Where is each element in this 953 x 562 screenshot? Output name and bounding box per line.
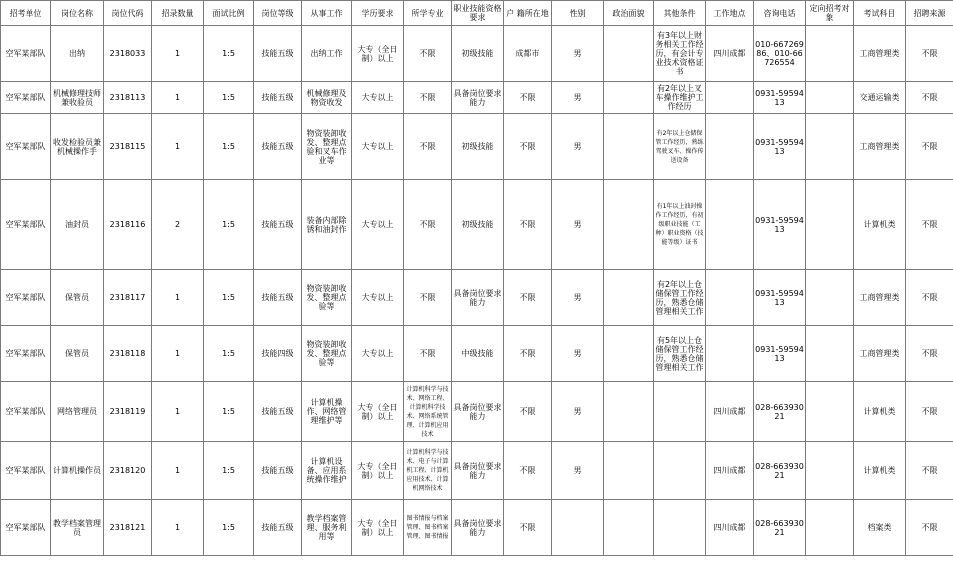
cell-exam-subject: 计算机类 xyxy=(854,180,906,270)
cell-exam-subject: 工商管理类 xyxy=(854,270,906,326)
cell-target-group xyxy=(806,270,854,326)
cell-other-conditions xyxy=(654,500,706,556)
cell-source: 不限 xyxy=(906,114,953,180)
cell-position-level: 技能四级 xyxy=(254,326,302,382)
cell-phone: 028-66393021 xyxy=(754,442,806,500)
table-row xyxy=(1,500,953,556)
cell-work-content: 计算机操作、网络管理维护等 xyxy=(302,382,352,442)
cell-major: 不限 xyxy=(404,26,452,82)
cell-gender: 男 xyxy=(552,382,604,442)
cell-interview-ratio: 1:5 xyxy=(204,326,254,382)
cell-gender: 男 xyxy=(552,270,604,326)
cell-major: 不限 xyxy=(404,270,452,326)
cell-skill-requirement: 具备岗位要求能力 xyxy=(452,382,504,442)
cell-major: 计算机科学与技术、电子与计算机工程、计算机应用技术、计算机网络技术 xyxy=(404,442,452,500)
cell-interview-ratio: 1:5 xyxy=(204,442,254,500)
cell-other-conditions: 有2年以上仓储保管工作经历，熟悉仓储管理相关工作 xyxy=(654,270,706,326)
cell-other-conditions: 有2年以上仓储保管工作经历，熟练驾驶叉车、操作传送设备 xyxy=(654,114,706,180)
cell-household-location: 不限 xyxy=(504,500,552,556)
cell-major: 不限 xyxy=(404,180,452,270)
cell-target-group xyxy=(806,326,854,382)
header-target-group: 定向招考对象 xyxy=(806,1,854,26)
cell-phone: 0931-5959413 xyxy=(754,114,806,180)
cell-position-code: 2318117 xyxy=(104,270,152,326)
cell-skill-requirement: 具备岗位要求能力 xyxy=(452,270,504,326)
header-interview-ratio: 面试比例 xyxy=(204,1,254,26)
cell-unit: 空军某部队 xyxy=(1,114,51,180)
cell-phone: 028-66393021 xyxy=(754,500,806,556)
cell-source: 不限 xyxy=(906,180,953,270)
cell-political-status xyxy=(604,442,654,500)
cell-gender: 男 xyxy=(552,180,604,270)
cell-other-conditions: 有1年以上油封操作工作经历，有初级职业技能（工种）职业资格（技能等级）证书 xyxy=(654,180,706,270)
cell-skill-requirement: 具备岗位要求能力 xyxy=(452,500,504,556)
cell-source: 不限 xyxy=(906,500,953,556)
cell-unit: 空军某部队 xyxy=(1,382,51,442)
cell-political-status xyxy=(604,180,654,270)
cell-other-conditions: 有2年以上叉车操作维护工作经历 xyxy=(654,82,706,114)
cell-position-level: 技能五级 xyxy=(254,382,302,442)
cell-household-location: 不限 xyxy=(504,326,552,382)
cell-phone: 010-66726986、010-66726554 xyxy=(754,26,806,82)
cell-skill-requirement: 初级技能 xyxy=(452,114,504,180)
header-hiring-count: 招录数量 xyxy=(152,1,204,26)
cell-exam-subject: 计算机类 xyxy=(854,442,906,500)
header-position-code: 岗位代码 xyxy=(104,1,152,26)
cell-unit: 空军某部队 xyxy=(1,26,51,82)
cell-household-location: 成都市 xyxy=(504,26,552,82)
table-row xyxy=(1,326,953,382)
cell-source: 不限 xyxy=(906,82,953,114)
header-work-content: 从事工作 xyxy=(302,1,352,26)
cell-hiring-count: 1 xyxy=(152,500,204,556)
cell-hiring-count: 1 xyxy=(152,82,204,114)
header-political-status: 政治面貌 xyxy=(604,1,654,26)
cell-target-group xyxy=(806,26,854,82)
cell-unit: 空军某部队 xyxy=(1,82,51,114)
cell-work-location xyxy=(706,326,754,382)
cell-position-level: 技能五级 xyxy=(254,114,302,180)
table-row xyxy=(1,442,953,500)
cell-education: 大专以上 xyxy=(352,270,404,326)
cell-skill-requirement: 具备岗位要求能力 xyxy=(452,442,504,500)
cell-unit: 空军某部队 xyxy=(1,326,51,382)
cell-position-name: 保管员 xyxy=(51,270,104,326)
cell-interview-ratio: 1:5 xyxy=(204,82,254,114)
cell-other-conditions xyxy=(654,382,706,442)
cell-exam-subject: 交通运输类 xyxy=(854,82,906,114)
cell-position-level: 技能五级 xyxy=(254,180,302,270)
cell-work-content: 装备内部除锈和油封作 xyxy=(302,180,352,270)
cell-position-code: 2318116 xyxy=(104,180,152,270)
cell-interview-ratio: 1:5 xyxy=(204,26,254,82)
cell-education: 大专以上 xyxy=(352,82,404,114)
cell-interview-ratio: 1:5 xyxy=(204,500,254,556)
header-source: 招聘来源 xyxy=(906,1,953,26)
cell-work-location xyxy=(706,270,754,326)
cell-source: 不限 xyxy=(906,442,953,500)
cell-phone: 0931-5959413 xyxy=(754,180,806,270)
cell-exam-subject: 工商管理类 xyxy=(854,326,906,382)
cell-interview-ratio: 1:5 xyxy=(204,180,254,270)
cell-work-content: 物资装卸收发、整理点验等 xyxy=(302,270,352,326)
cell-position-level: 技能五级 xyxy=(254,500,302,556)
header-position-level: 岗位等级 xyxy=(254,1,302,26)
cell-education: 大专以上 xyxy=(352,326,404,382)
cell-phone: 028-66393021 xyxy=(754,382,806,442)
cell-other-conditions: 有3年以上财务相关工作经历，有会计专业技术资格证书 xyxy=(654,26,706,82)
cell-position-code: 2318119 xyxy=(104,382,152,442)
cell-position-level: 技能五级 xyxy=(254,270,302,326)
cell-gender xyxy=(552,500,604,556)
header-major: 所学专业 xyxy=(404,1,452,26)
cell-education: 大专（全日制）以上 xyxy=(352,442,404,500)
cell-unit: 空军某部队 xyxy=(1,180,51,270)
cell-unit: 空军某部队 xyxy=(1,442,51,500)
cell-position-name: 机械修理技师兼收验员 xyxy=(51,82,104,114)
header-education: 学历要求 xyxy=(352,1,404,26)
cell-education: 大专（全日制）以上 xyxy=(352,382,404,442)
cell-exam-subject: 工商管理类 xyxy=(854,26,906,82)
cell-skill-requirement: 中级技能 xyxy=(452,326,504,382)
cell-skill-requirement: 初级技能 xyxy=(452,26,504,82)
cell-exam-subject: 工商管理类 xyxy=(854,114,906,180)
cell-household-location: 不限 xyxy=(504,442,552,500)
cell-work-location: 四川成都 xyxy=(706,382,754,442)
cell-position-code: 2318113 xyxy=(104,82,152,114)
cell-work-content: 物资装卸收发、整理点验和叉车作业等 xyxy=(302,114,352,180)
header-skill-requirement: 职业技能资格要求 xyxy=(452,1,504,26)
cell-household-location: 不限 xyxy=(504,180,552,270)
cell-education: 大专以上 xyxy=(352,114,404,180)
cell-household-location: 不限 xyxy=(504,114,552,180)
cell-education: 大专（全日制）以上 xyxy=(352,26,404,82)
cell-major: 不限 xyxy=(404,82,452,114)
cell-position-level: 技能五级 xyxy=(254,442,302,500)
cell-education: 大专（全日制）以上 xyxy=(352,500,404,556)
cell-other-conditions xyxy=(654,442,706,500)
cell-interview-ratio: 1:5 xyxy=(204,382,254,442)
cell-political-status xyxy=(604,270,654,326)
table-row xyxy=(1,114,953,180)
cell-position-level: 技能五级 xyxy=(254,26,302,82)
cell-position-name: 油封员 xyxy=(51,180,104,270)
cell-skill-requirement: 具备岗位要求能力 xyxy=(452,82,504,114)
cell-target-group xyxy=(806,442,854,500)
table-row xyxy=(1,270,953,326)
header-other-conditions: 其他条件 xyxy=(654,1,706,26)
cell-position-name: 计算机操作员 xyxy=(51,442,104,500)
table-row xyxy=(1,382,953,442)
cell-work-location xyxy=(706,114,754,180)
table-row xyxy=(1,26,953,82)
cell-exam-subject: 档案类 xyxy=(854,500,906,556)
cell-source: 不限 xyxy=(906,270,953,326)
cell-position-code: 2318120 xyxy=(104,442,152,500)
header-gender: 性别 xyxy=(552,1,604,26)
header-row xyxy=(1,1,953,26)
cell-major: 计算机科学与技术、网络工程、计算机科学技术、网络系统管理、计算机应用技术 xyxy=(404,382,452,442)
cell-work-content: 机械修理及物资收发 xyxy=(302,82,352,114)
cell-other-conditions: 有5年以上仓储保管工作经历，熟悉仓储管理相关工作 xyxy=(654,326,706,382)
cell-gender: 男 xyxy=(552,114,604,180)
cell-gender: 男 xyxy=(552,442,604,500)
cell-position-code: 2318115 xyxy=(104,114,152,180)
cell-major: 图书情报与档案管理、图书档案管理、图书情报 xyxy=(404,500,452,556)
cell-political-status xyxy=(604,326,654,382)
cell-work-location: 四川成都 xyxy=(706,442,754,500)
cell-position-name: 网络管理员 xyxy=(51,382,104,442)
cell-interview-ratio: 1:5 xyxy=(204,114,254,180)
cell-target-group xyxy=(806,114,854,180)
cell-work-location: 四川成都 xyxy=(706,500,754,556)
cell-position-name: 收发检验员兼机械操作手 xyxy=(51,114,104,180)
cell-position-name: 保管员 xyxy=(51,326,104,382)
table-row xyxy=(1,82,953,114)
header-unit: 招考单位 xyxy=(1,1,51,26)
cell-position-code: 2318118 xyxy=(104,326,152,382)
cell-hiring-count: 1 xyxy=(152,442,204,500)
table-row xyxy=(1,180,953,270)
cell-hiring-count: 1 xyxy=(152,326,204,382)
cell-target-group xyxy=(806,82,854,114)
cell-political-status xyxy=(604,500,654,556)
cell-position-code: 2318033 xyxy=(104,26,152,82)
cell-major: 不限 xyxy=(404,326,452,382)
header-work-location: 工作地点 xyxy=(706,1,754,26)
cell-household-location: 不限 xyxy=(504,82,552,114)
cell-target-group xyxy=(806,180,854,270)
header-position-name: 岗位名称 xyxy=(51,1,104,26)
cell-hiring-count: 1 xyxy=(152,26,204,82)
cell-hiring-count: 2 xyxy=(152,180,204,270)
header-phone: 咨询电话 xyxy=(754,1,806,26)
header-household-location: 户 籍所在地 xyxy=(504,1,552,26)
cell-gender: 男 xyxy=(552,26,604,82)
cell-target-group xyxy=(806,500,854,556)
cell-work-content: 教学档案管理、服务利用等 xyxy=(302,500,352,556)
cell-position-code: 2318121 xyxy=(104,500,152,556)
cell-position-level: 技能五级 xyxy=(254,82,302,114)
cell-political-status xyxy=(604,382,654,442)
cell-household-location: 不限 xyxy=(504,382,552,442)
cell-target-group xyxy=(806,382,854,442)
cell-political-status xyxy=(604,82,654,114)
cell-work-location xyxy=(706,180,754,270)
cell-position-name: 出纳 xyxy=(51,26,104,82)
cell-phone: 0931-5959413 xyxy=(754,270,806,326)
cell-work-location: 四川成都 xyxy=(706,26,754,82)
cell-position-name: 教学档案管理员 xyxy=(51,500,104,556)
cell-household-location: 不限 xyxy=(504,270,552,326)
cell-gender: 男 xyxy=(552,82,604,114)
cell-hiring-count: 1 xyxy=(152,114,204,180)
cell-phone: 0931-5959413 xyxy=(754,82,806,114)
cell-work-content: 出纳工作 xyxy=(302,26,352,82)
cell-hiring-count: 1 xyxy=(152,382,204,442)
cell-hiring-count: 1 xyxy=(152,270,204,326)
cell-source: 不限 xyxy=(906,326,953,382)
cell-work-content: 计算机设备、应用系统操作维护 xyxy=(302,442,352,500)
cell-political-status xyxy=(604,26,654,82)
cell-unit: 空军某部队 xyxy=(1,500,51,556)
cell-gender: 男 xyxy=(552,326,604,382)
cell-interview-ratio: 1:5 xyxy=(204,270,254,326)
cell-work-content: 物资装卸收发、整理点验等 xyxy=(302,326,352,382)
cell-political-status xyxy=(604,114,654,180)
cell-source: 不限 xyxy=(906,382,953,442)
cell-skill-requirement: 初级技能 xyxy=(452,180,504,270)
cell-exam-subject: 计算机类 xyxy=(854,382,906,442)
cell-phone: 0931-5959413 xyxy=(754,326,806,382)
cell-source: 不限 xyxy=(906,26,953,82)
header-exam-subject: 考试科目 xyxy=(854,1,906,26)
cell-work-location xyxy=(706,82,754,114)
cell-education: 大专以上 xyxy=(352,180,404,270)
cell-unit: 空军某部队 xyxy=(1,270,51,326)
cell-major: 不限 xyxy=(404,114,452,180)
